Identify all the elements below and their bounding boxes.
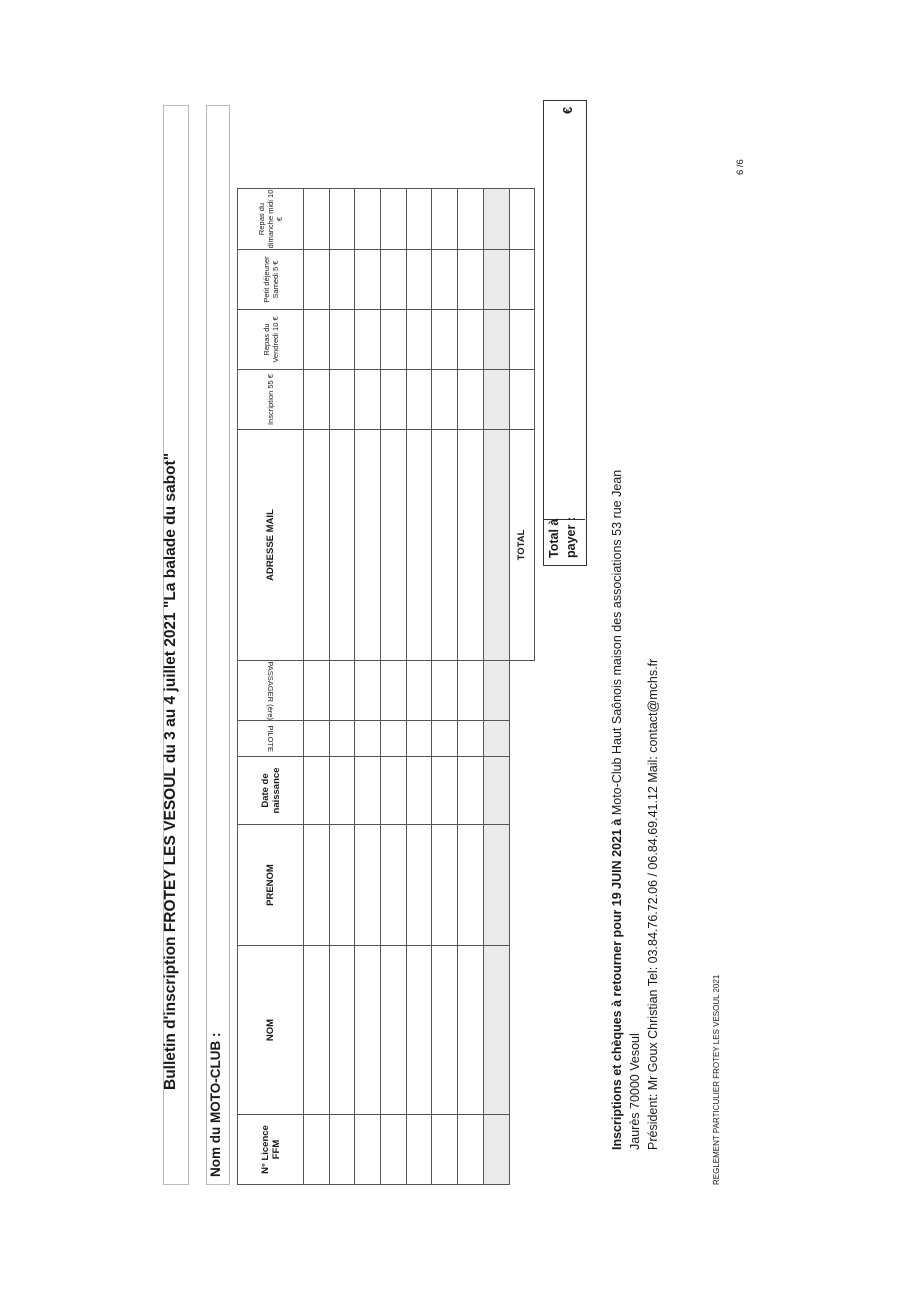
header-dejeuner-samedi: Petit déjeuner Samedi 5 € (238, 250, 304, 310)
header-repas-dimanche: Repas du dimanche midi 10 € (238, 189, 304, 250)
page-number: 6 /6 (735, 159, 746, 175)
total-label (509, 430, 534, 661)
header-nom: NOM (238, 946, 304, 1115)
total-to-pay-box[interactable] (543, 100, 587, 566)
footer-text: REGLEMENT PARTICULIER FROTEY LES VESOUL 2021 (712, 974, 721, 1185)
header-inscription: Inscription 55 € (238, 370, 304, 430)
header-passager-text: PASSAGER (ère) (266, 661, 275, 720)
return-instructions (608, 470, 662, 1150)
table-row[interactable] (458, 189, 484, 1185)
total-to-pay-line2: payer : (564, 517, 578, 558)
instructions-line1 (608, 470, 626, 1150)
table-row[interactable] (355, 189, 381, 1185)
registration-table (237, 188, 535, 1185)
total-samedi-cell[interactable] (509, 250, 534, 310)
total-row (509, 189, 534, 1185)
header-naissance: Date de naissance (238, 757, 304, 825)
table-row[interactable] (432, 189, 458, 1185)
header-repas-vendredi: Repas du Vendredi 10 € (238, 310, 304, 370)
document-title: Bulletin d'inscription FROTEY LES VESOUL du 3 au 4 juillet 2021 "La balade du sabot" (162, 452, 179, 1090)
euro-sign: € (560, 106, 575, 114)
table-row[interactable] (304, 189, 330, 1185)
table-row[interactable] (483, 189, 509, 1185)
table-row[interactable] (406, 189, 432, 1185)
total-to-pay-label (546, 517, 580, 558)
club-name-label: Nom du MOTO-CLUB : (208, 1032, 223, 1177)
total-label-text: TOTAL (516, 529, 527, 561)
instructions-address: Moto-Club Haut Saônois maison des associations 53 rue Jean (610, 469, 624, 819)
header-prenom: PRENOM (238, 825, 304, 946)
total-vendredi-cell[interactable] (509, 310, 534, 370)
club-frame (206, 105, 230, 1185)
instructions-contact: Président: Mr Goux Christian Tel: 03.84.76.72.06 / 06.84.69.41.12 Mail: contact@mchs.fr (646, 658, 660, 1150)
header-passager (238, 661, 304, 721)
header-mail: ADRESSE MAIL (238, 430, 304, 661)
total-inscription-cell[interactable] (509, 370, 534, 430)
total-to-pay-line1: Total à (547, 518, 561, 558)
table-header-row (238, 189, 304, 1185)
table-row[interactable] (381, 189, 407, 1185)
table-row[interactable] (329, 189, 355, 1185)
total-dimanche-cell[interactable] (509, 189, 534, 250)
header-pilote (238, 721, 304, 757)
instructions-line2: Jaurès 70000 Vesoul (628, 1033, 642, 1150)
instructions-deadline: Inscriptions et chèques à retourner pour 19 JUIN 2021 à (610, 818, 624, 1150)
header-licence: N° Licence FFM (238, 1115, 304, 1185)
header-pilote-text: PILOTE (266, 725, 275, 752)
